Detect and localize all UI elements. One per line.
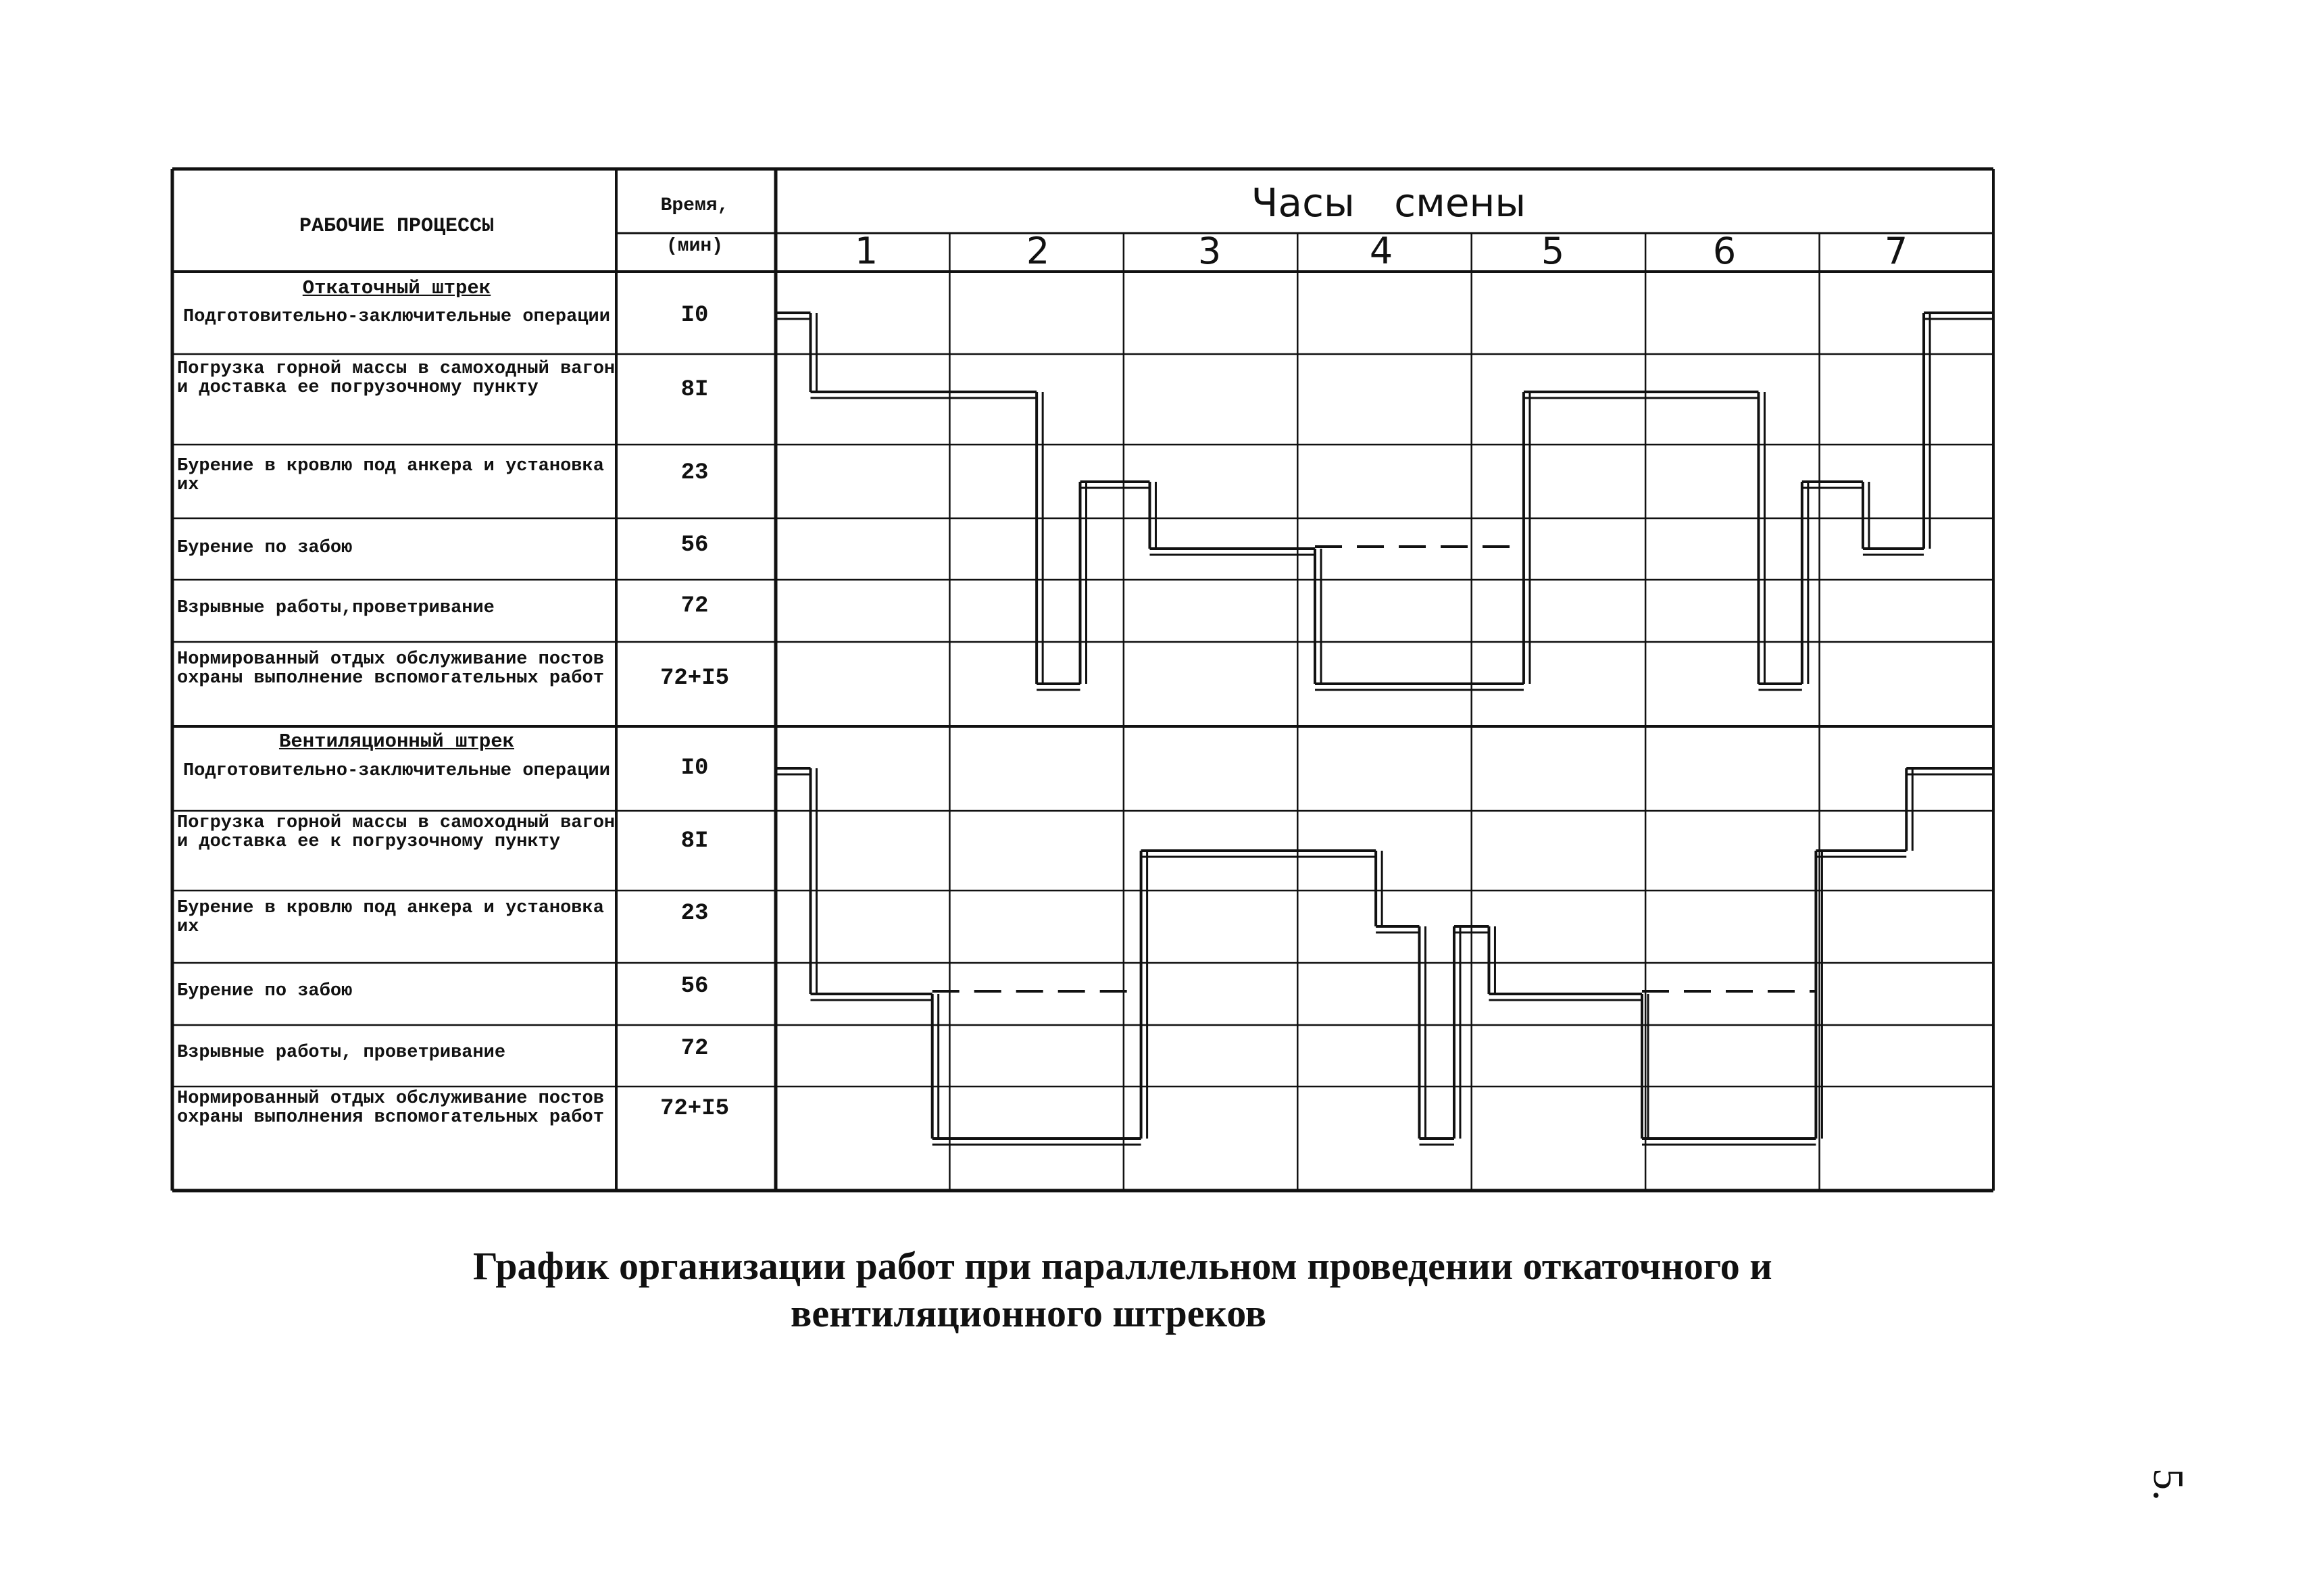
time-value: 72 (680, 1036, 709, 1062)
process-label: Бурение в кровлю под анкера и установка их (177, 456, 604, 496)
process-label: Погрузка горной массы в самоходный вагон и доставка ее погрузочному пункту (177, 359, 616, 399)
time-value: 72+I5 (659, 1096, 730, 1122)
process-label: Взрывные работы,проветривание (177, 598, 495, 618)
hour-label: 2 (1026, 230, 1050, 272)
time-header: Время, (660, 195, 729, 216)
process-label: Взрывные работы, проветривание (177, 1043, 506, 1063)
section-title: Откаточный штрек (302, 277, 491, 299)
time-value: 8I (680, 377, 709, 403)
hours-header: Часы смены (1251, 180, 1526, 226)
hour-label: 5 (1541, 230, 1565, 272)
time-unit-header: (мин) (666, 236, 723, 257)
section-title: Вентиляционный штрек (278, 730, 515, 753)
process-label: Нормированный отдых обслуживание постов охраны выполнения вспомогательных работ (177, 1089, 604, 1128)
figure-caption-line-2: вентиляционного штреков (791, 1291, 1267, 1335)
process-label: Бурение по забою (177, 538, 353, 558)
time-value: 72+I5 (659, 666, 730, 691)
time-value: I0 (680, 755, 709, 781)
process-label: Бурение по забою (177, 981, 353, 1001)
processes-header: РАБОЧИЕ ПРОЦЕССЫ (299, 215, 495, 238)
time-value: 8I (680, 828, 709, 854)
hour-label: 4 (1369, 230, 1393, 272)
time-value: 23 (680, 901, 709, 926)
hour-label: 7 (1884, 230, 1908, 272)
page-number: 5. (2145, 1468, 2193, 1501)
process-label: Бурение в кровлю под анкера и установка их (177, 898, 604, 938)
schedule-lines (776, 313, 1993, 1145)
process-label: Подготовительно-заключительные операции (183, 307, 610, 327)
time-value: 72 (680, 593, 709, 619)
process-label: Нормированный отдых обслуживание постов охраны выполнение вспомогательных работ (177, 649, 604, 689)
process-label: Погрузка горной массы в самоходный вагон и доставка ее к погрузочному пункту (177, 813, 616, 853)
process-label: Подготовительно-заключительные операции (183, 761, 610, 781)
time-value: 23 (680, 460, 709, 486)
time-value: 56 (680, 532, 709, 558)
hour-label: 3 (1197, 230, 1222, 272)
hour-label: 1 (854, 230, 878, 272)
figure-caption-line-1: График организации работ при параллельном проведении откаточного и (473, 1244, 1772, 1288)
hour-label: 6 (1712, 230, 1737, 272)
time-value: I0 (680, 303, 709, 328)
time-value: 56 (680, 974, 709, 999)
